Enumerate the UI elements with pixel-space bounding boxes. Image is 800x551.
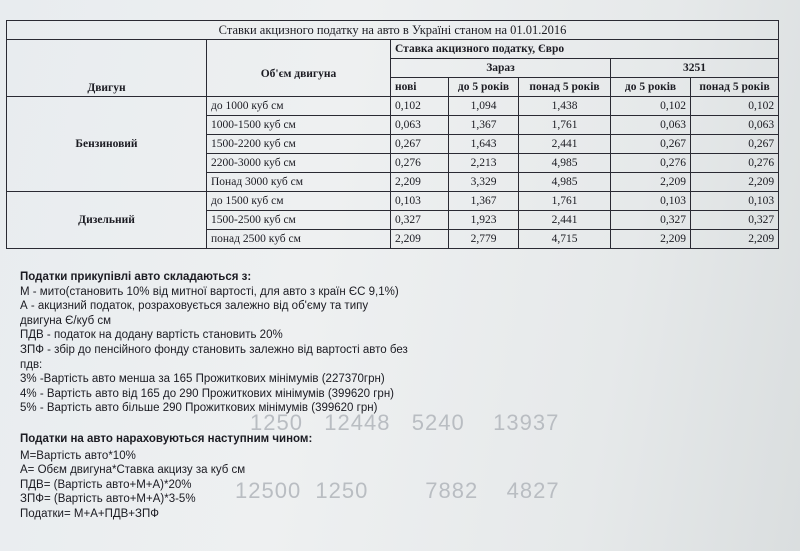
tax-calculation-section: [20, 432, 312, 522]
rate-over5-3251: 0,102: [691, 97, 779, 116]
rate-upto5: 1,094: [449, 97, 519, 116]
rate-over5: 4,985: [519, 154, 611, 173]
engine-gasoline: Бензиновий: [7, 97, 207, 192]
rate-upto5: 1,923: [449, 211, 519, 230]
header-upto5-3251: до 5 років: [611, 78, 691, 97]
rate-upto5-3251: 2,209: [611, 173, 691, 192]
rate-over5: 4,985: [519, 173, 611, 192]
rate-over5: 2,441: [519, 135, 611, 154]
rate-over5-3251: 0,063: [691, 116, 779, 135]
components-heading: Податки прикупівлі авто складаються з:: [20, 271, 252, 283]
rate-new: 0,103: [391, 192, 449, 211]
tax-components-section: [20, 270, 408, 416]
rate-new: 2,209: [391, 230, 449, 249]
components-line: ЗПФ - збір до пенсійного фонду становить залежно від вартості авто без: [20, 343, 408, 356]
volume-cell: 1500-2500 куб см: [207, 211, 391, 230]
rate-upto5-3251: 0,276: [611, 154, 691, 173]
rate-over5: 1,761: [519, 192, 611, 211]
components-line: двигуна Є/куб см: [20, 314, 112, 327]
rate-upto5: 2,779: [449, 230, 519, 249]
header-new: нові: [391, 78, 449, 97]
calculation-line: Податки= М+А+ПДВ+ЗПФ: [20, 507, 159, 520]
rate-new: 0,327: [391, 211, 449, 230]
rate-over5-3251: 0,276: [691, 154, 779, 173]
rate-over5-3251: 0,327: [691, 211, 779, 230]
rate-new: 0,102: [391, 97, 449, 116]
volume-cell: до 1500 куб см: [207, 192, 391, 211]
table-title: Ставки акцизного податку на авто в Україні станом на 01.01.2016: [7, 21, 779, 40]
rate-upto5-3251: 0,063: [611, 116, 691, 135]
rate-over5: 2,441: [519, 211, 611, 230]
rate-new: 0,063: [391, 116, 449, 135]
rate-new: 0,267: [391, 135, 449, 154]
volume-cell: Понад 3000 куб см: [207, 173, 391, 192]
rate-over5: 1,761: [519, 116, 611, 135]
calculation-line: ПДВ= (Вартість авто+М+А)*20%: [20, 478, 192, 491]
calculation-line: А= Обєм двигуна*Ставка акцизу за куб см: [20, 464, 246, 477]
rate-new: 0,276: [391, 154, 449, 173]
header-upto5: до 5 років: [449, 78, 519, 97]
rate-upto5: 1,643: [449, 135, 519, 154]
rate-upto5-3251: 0,103: [611, 192, 691, 211]
rate-upto5: 1,367: [449, 192, 519, 211]
calculation-heading: Податки на авто нараховуються наступним чином:: [20, 433, 313, 445]
header-volume: Об'єм двигуна: [207, 40, 391, 97]
header-over5: понад 5 років: [519, 78, 611, 97]
show-through-background: 1250 12448 5240 13937 12500 1250 7882 4827: [235, 410, 560, 503]
volume-cell: понад 2500 куб см: [207, 230, 391, 249]
header-rate: Ставка акцизного податку, Євро: [391, 40, 779, 59]
rate-upto5-3251: 0,267: [611, 135, 691, 154]
components-line: пдв:: [20, 358, 43, 371]
components-line: 5% - Вартість авто більше 290 Прожиткових мінімумів (399620 грн): [20, 402, 378, 415]
components-line: 4% - Вартість авто від 165 до 290 Прожиткових мінімумів (399620 грн): [20, 387, 394, 400]
components-line: ПДВ - податок на додану вартість становить 20%: [20, 329, 283, 342]
rate-over5-3251: 2,209: [691, 230, 779, 249]
rate-upto5-3251: 0,327: [611, 211, 691, 230]
components-line: 3% -Вартість авто менша за 165 Прожиткових мінімумів (227370грн): [20, 373, 385, 386]
rate-new: 2,209: [391, 173, 449, 192]
rate-over5: 4,715: [519, 230, 611, 249]
table-row: [7, 97, 779, 116]
rate-over5-3251: 0,267: [691, 135, 779, 154]
table-row: [7, 192, 779, 211]
header-now: Зараз: [391, 59, 611, 78]
header-over5-3251: понад 5 років: [691, 78, 779, 97]
rate-upto5: 1,367: [449, 116, 519, 135]
rate-upto5: 2,213: [449, 154, 519, 173]
volume-cell: до 1000 куб см: [207, 97, 391, 116]
volume-cell: 1500-2200 куб см: [207, 135, 391, 154]
volume-cell: 1000-1500 куб см: [207, 116, 391, 135]
rate-upto5: 3,329: [449, 173, 519, 192]
rate-upto5-3251: 2,209: [611, 230, 691, 249]
header-3251: 3251: [611, 59, 779, 78]
components-line: А - акцизний податок, розраховується залежно від об'єму та типу: [20, 300, 369, 313]
calculation-line: ЗПФ= (Вартість авто+М+А)*3-5%: [20, 493, 196, 506]
header-engine: Двигун: [7, 40, 207, 97]
components-line: М - мито(становить 10% від митної вартості, для авто з країн ЄС 9,1%): [20, 285, 399, 298]
calculation-line: М=Вартість авто*10%: [20, 449, 136, 462]
volume-cell: 2200-3000 куб см: [207, 154, 391, 173]
rate-over5-3251: 2,209: [691, 173, 779, 192]
engine-diesel: Дизельний: [7, 192, 207, 249]
rate-over5-3251: 0,103: [691, 192, 779, 211]
rate-over5: 1,438: [519, 97, 611, 116]
rate-upto5-3251: 0,102: [611, 97, 691, 116]
excise-rates-table: [6, 20, 779, 249]
